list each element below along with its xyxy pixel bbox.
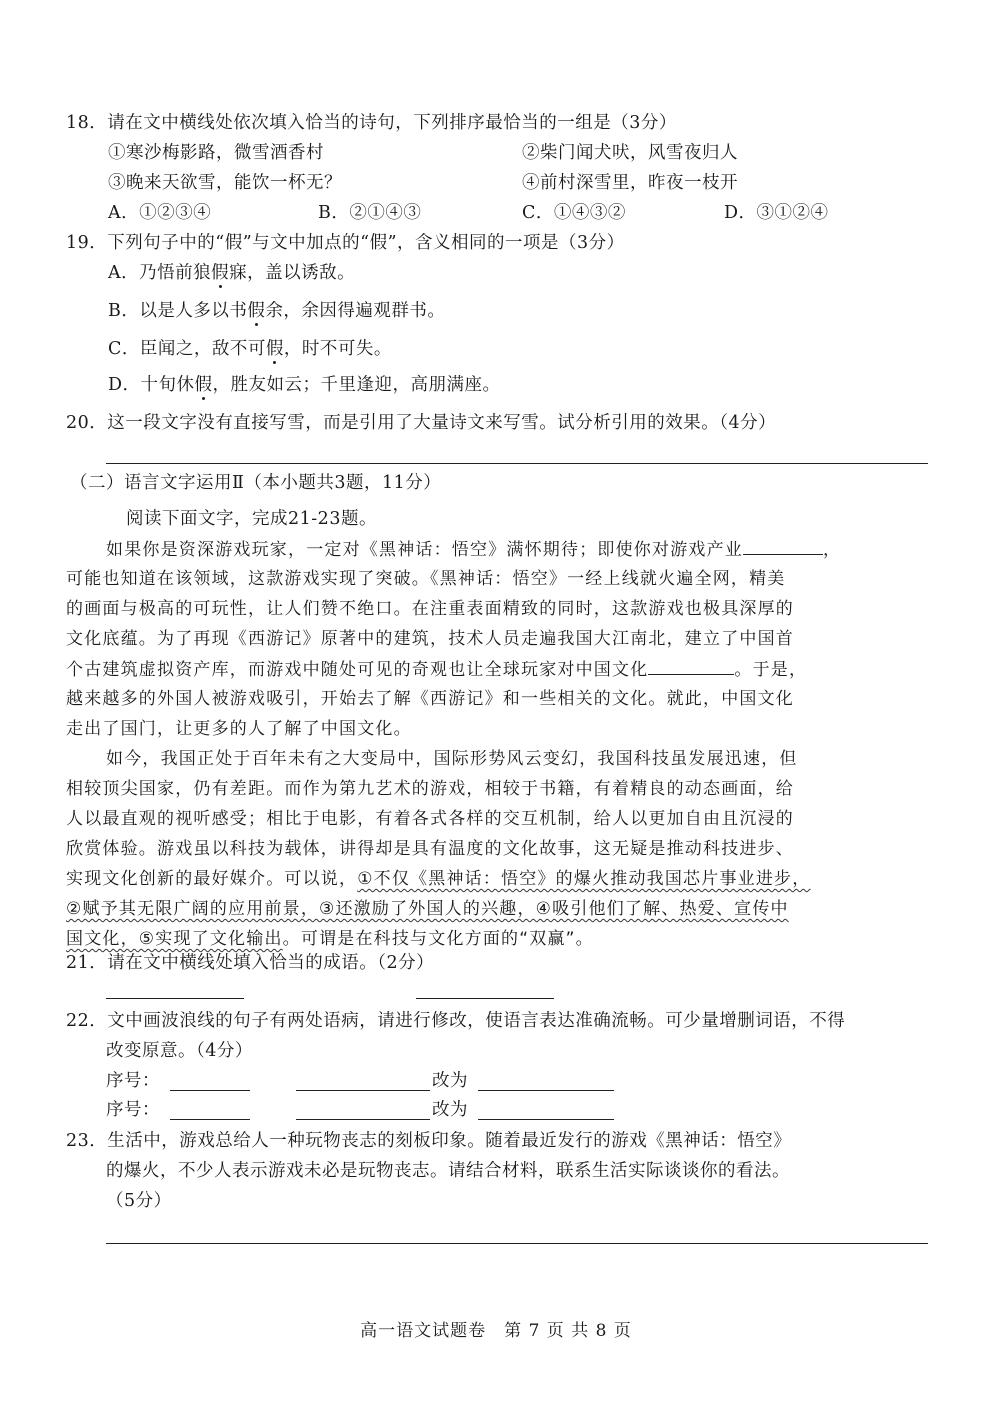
q20-answer-line[interactable] (106, 463, 928, 464)
q18-option-b: B．②①④③ (318, 203, 422, 223)
q22-stem-cont: 改变原意。（4分） (106, 1041, 253, 1061)
wavy-underlined-sentence: ①不仅《黑神话：悟空》的爆火推动我国芯片事业进步， (357, 869, 811, 889)
q20-stem: 20．这一段文字没有直接写雪，而是引用了大量诗文来写雪。试分析引用的效果。（4分） (66, 413, 777, 433)
q23-answer-line[interactable] (106, 1243, 928, 1244)
passage-line: 越来越多的外国人被游戏吸引，开始去了解《西游记》和一些相关的文化。就此，中国文化 (66, 689, 794, 709)
page-footer: 高一语文试题卷 第 7 页 共 8 页 (360, 1321, 632, 1341)
passage-line (106, 536, 841, 563)
q22-seq-label: 序号： (106, 1100, 160, 1120)
q19-option-a (108, 260, 355, 286)
passage-text: 。可谓是在科技与文化方面的“双赢”。 (282, 929, 594, 949)
q22-change-label: 改为 (432, 1071, 468, 1091)
q22-seq-blank-1[interactable] (170, 1090, 250, 1091)
passage-text: ， (823, 540, 842, 560)
q18-option-d: D．③①②④ (724, 203, 829, 223)
q18-poem-3: ③晚来天欲雪，能饮一杯无？ (108, 173, 342, 193)
q18-option-c: C．①④③② (522, 203, 626, 223)
q18-stem: 18．请在文中横线处依次填入恰当的诗句，下列排序最恰当的一组是（3分） (66, 113, 677, 133)
q19-option-b (108, 298, 445, 324)
q19-c-post: ，时不可失。 (283, 339, 392, 359)
passage-line: 人以最直观的视听感受；相比于电影，有着各式各样的交互机制，给人以更加自由且沉浸的 (66, 809, 794, 829)
passage-line: 走出了国门，让更多的人了解了中国文化。 (66, 719, 412, 739)
q19-a-post: 寐，盖以诱敌。 (229, 263, 356, 283)
q19-b-pre: B．以是人多以书 (108, 301, 248, 321)
wavy-underlined-sentence: ②赋予其无限广阔的应用前景，③还激励了外国人的兴趣，④吸引他们了解、热爱、宣传中 (66, 899, 789, 919)
q19-stem: 19．下列句子中的“假”与文中加点的“假”，含义相同的一项是（3分） (66, 233, 625, 253)
q19-d-pre: D．十旬休 (108, 375, 195, 395)
passage-line: 可能也知道在该领域，这款游戏实现了突破。《黑神话：悟空》一经上线就火遍全网，精美 (66, 569, 786, 589)
fill-blank-1[interactable] (743, 536, 823, 555)
emphasis-dot-char: 假 (194, 375, 213, 395)
q21-stem: 21．请在文中横线处填入恰当的成语。（2分） (66, 953, 435, 973)
q22-revised-blank-1[interactable] (478, 1090, 614, 1091)
q23-stem-cont: 的爆火，不少人表示游戏未必是玩物丧志。请结合材料，联系生活实际谈谈你的看法。 (106, 1161, 790, 1181)
q21-answer-blank-1[interactable] (106, 998, 244, 999)
fill-blank-2[interactable] (648, 656, 734, 675)
q21-answer-blank-2[interactable] (416, 998, 554, 999)
q22-seq-blank-2[interactable] (170, 1119, 250, 1120)
wavy-underlined-sentence: 国文化，⑤实现了文化输出 (66, 929, 283, 949)
emphasis-dot-char: 假 (211, 263, 230, 283)
passage-line (66, 866, 810, 892)
q18-poem-1: ①寒沙梅影路，微雪酒香村 (108, 143, 324, 163)
passage-text: 个古建筑虚拟资产库，而游戏中随处可见的奇观也让全球玩家对中国文化 (66, 660, 649, 680)
q19-c-pre: C．臣闻之，敌不可 (108, 339, 266, 359)
passage-line (66, 656, 807, 683)
passage-line: 相较顶尖国家，仍有差距。而作为第九艺术的游戏，相较于书籍，有着精良的动态画面，给 (66, 779, 794, 799)
q22-seq-label: 序号： (106, 1071, 160, 1091)
passage-line (66, 926, 594, 952)
q19-b-post: 余，余因得遍观群书。 (265, 301, 446, 321)
q19-a-pre: A．乃悟前狼 (108, 263, 212, 283)
q18-poem-4: ④前村深雪里，昨夜一枝开 (522, 173, 738, 193)
passage-line: 文化底蕴。为了再现《西游记》原著中的建筑，技术人员走遍我国大江南北，建立了中国首 (66, 629, 794, 649)
q23-stem: 23．生活中，游戏总给人一种玩物丧志的刻板印象。随着最近发行的游戏《黑神话：悟空》 (66, 1131, 792, 1151)
q22-change-label: 改为 (432, 1100, 468, 1120)
q19-d-post: ，胜友如云；千里逢迎，高朋满座。 (212, 375, 501, 395)
passage-line (66, 896, 789, 922)
q18-poem-2: ②柴门闻犬吠，风雪夜归人 (522, 143, 738, 163)
passage-text: 如果你是资深游戏玩家，一定对《黑神话：悟空》满怀期待；即使你对游戏产业 (106, 540, 743, 560)
section-title: （二）语言文字运用Ⅱ（本小题共3题，11分） (70, 473, 442, 493)
q22-stem: 22．文中画波浪线的句子有两处语病，请进行修改，使语言表达准确流畅。可少量增删词语，不得 (66, 1011, 846, 1031)
passage-line: 如今，我国正处于百年未有之大变局中，国际形势风云变幻，我国科技虽发展迅速，但 (106, 749, 798, 769)
passage-text: 实现文化创新的最好媒介。可以说， (66, 869, 358, 889)
q18-option-a: A．①②③④ (108, 203, 212, 223)
q23-score: （5分） (106, 1191, 172, 1211)
emphasis-dot-char: 假 (247, 301, 266, 321)
q22-revised-blank-2[interactable] (478, 1119, 614, 1120)
passage-text: 。于是， (734, 660, 808, 680)
emphasis-dot-char: 假 (265, 339, 284, 359)
q22-original-blank-1[interactable] (296, 1090, 430, 1091)
q19-option-d (108, 372, 501, 398)
section-instruction: 阅读下面文字，完成21-23题。 (126, 509, 377, 529)
passage-line: 的画面与极高的可玩性，让人们赞不绝口。在注重表面精致的同时，这款游戏也极具深厚的 (66, 599, 794, 619)
q19-option-c (108, 336, 392, 362)
passage-line: 欣赏体验。游戏虽以科技为载体，讲得却是具有温度的文化故事，这无疑是推动科技进步、 (66, 839, 794, 859)
q22-original-blank-2[interactable] (296, 1119, 430, 1120)
